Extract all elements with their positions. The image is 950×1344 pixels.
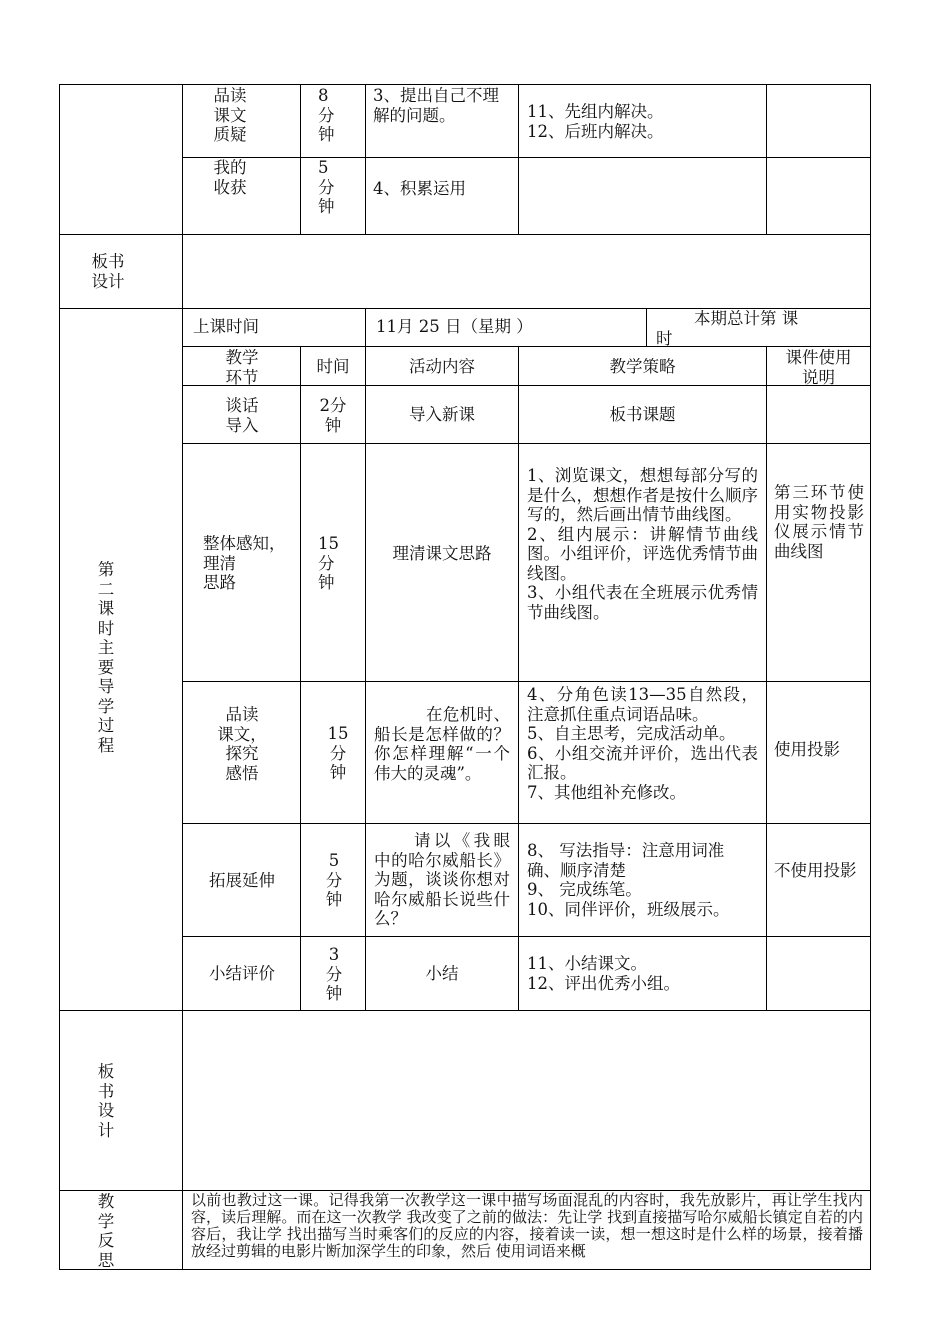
header-time: 时间 bbox=[316, 357, 350, 376]
strategy-cell: 11、先组内解决。 12、后班内解决。 bbox=[527, 102, 664, 141]
time-cell: 5 分 钟 bbox=[325, 851, 343, 909]
stage-cell: 品读 课文， 探究 感悟 bbox=[217, 705, 267, 783]
stage-cell: 整体感知， 理清 思路 bbox=[203, 534, 286, 592]
activity-cell: 导入新课 bbox=[409, 405, 475, 424]
courseware-cell: 不使用投影 bbox=[774, 861, 857, 880]
courseware-cell: 第三环节使用实物投影仪展示情节曲线图 bbox=[774, 483, 864, 561]
reflection-text: 以前也教过这一课。记得我第一次教学这一课中描写场面混乱的内容时，我先放影片，再让学生找内容，读后理解。而在这一次教学 我改变了之前的做法：先让学 找到直接描写哈尔威船长镇定自若的内容后，我让学 找出描写当时乘客们的反应的内容，接着读一读，想一想这时是什么样的场景，接着播放经过剪辑的电影片断加深学生的印象，然后 使用词语来概 bbox=[191, 1192, 863, 1260]
board-design-label: 板书 设计 bbox=[91, 252, 125, 291]
stage-cell: 我的 收获 bbox=[213, 158, 247, 197]
header-strategy: 教学策略 bbox=[609, 357, 676, 376]
strategy-cell: 4、分角色读13—35自然段，注意抓住重点词语品味。 5、自主思考，完成活动单。 6、小组交流并评价，选出代表汇报。 7、其他组补充修改。 bbox=[527, 685, 758, 802]
time-cell: 8 分 钟 bbox=[318, 86, 335, 144]
time-cell: 15 分 钟 bbox=[327, 724, 349, 782]
header-courseware: 课件使用 说明 bbox=[785, 348, 852, 387]
second-lesson-side-label: 第二课时主要导学过程 bbox=[97, 560, 115, 755]
activity-cell: 3、提出自己不理解的问题。 bbox=[373, 86, 499, 125]
stage-cell: 品读 课文 质疑 bbox=[213, 86, 247, 144]
total-period: 本期总计第 课 时 bbox=[656, 309, 799, 348]
activity-cell: 在危机时、船长是怎样做的？你怎样理解“一个伟大的灵魂”。 bbox=[374, 705, 510, 783]
stage-cell: 拓展延伸 bbox=[209, 871, 275, 890]
activity-cell: 理清课文思路 bbox=[392, 544, 492, 563]
class-time-label: 上课时间 bbox=[193, 317, 259, 336]
activity-cell: 小结 bbox=[425, 964, 459, 983]
time-cell: 2分 钟 bbox=[319, 396, 347, 435]
class-date: 11月 25 日（星期 ） bbox=[376, 317, 533, 336]
activity-cell: 请以《我眼中的哈尔威船长》为题，谈谈你想对哈尔威船长说些什么？ bbox=[374, 831, 510, 928]
header-activity: 活动内容 bbox=[409, 357, 475, 376]
board-design-label: 板书设计 bbox=[97, 1062, 115, 1140]
activity-cell: 4、积累运用 bbox=[373, 179, 466, 198]
strategy-cell: 8、 写法指导：注意用词准 确、顺序清楚 9、 完成练笔。 10、同伴评价，班级展示。 bbox=[527, 841, 730, 919]
time-cell: 5 分 钟 bbox=[318, 158, 335, 216]
time-cell: 3 分 钟 bbox=[325, 945, 343, 1003]
time-cell: 15 分 钟 bbox=[318, 534, 339, 592]
reflection-label: 教学反思 bbox=[97, 1192, 115, 1270]
courseware-cell: 使用投影 bbox=[774, 740, 840, 759]
strategy-cell: 1、浏览课文，想想每部分写的是什么，想想作者是按什么顺序写的，然后画出情节曲线图。 2、组内展示：讲解情节曲线图。小组评价，评选优秀情节曲线图。 3、小组代表在全班展示优秀情节曲线图。 bbox=[527, 466, 758, 622]
strategy-cell: 11、小结课文。 12、评出优秀小组。 bbox=[527, 954, 680, 993]
stage-cell: 谈话 导入 bbox=[225, 396, 259, 435]
stage-cell: 小结评价 bbox=[209, 964, 275, 983]
strategy-cell: 板书课题 bbox=[609, 405, 676, 424]
header-stage: 教学 环节 bbox=[225, 348, 259, 387]
